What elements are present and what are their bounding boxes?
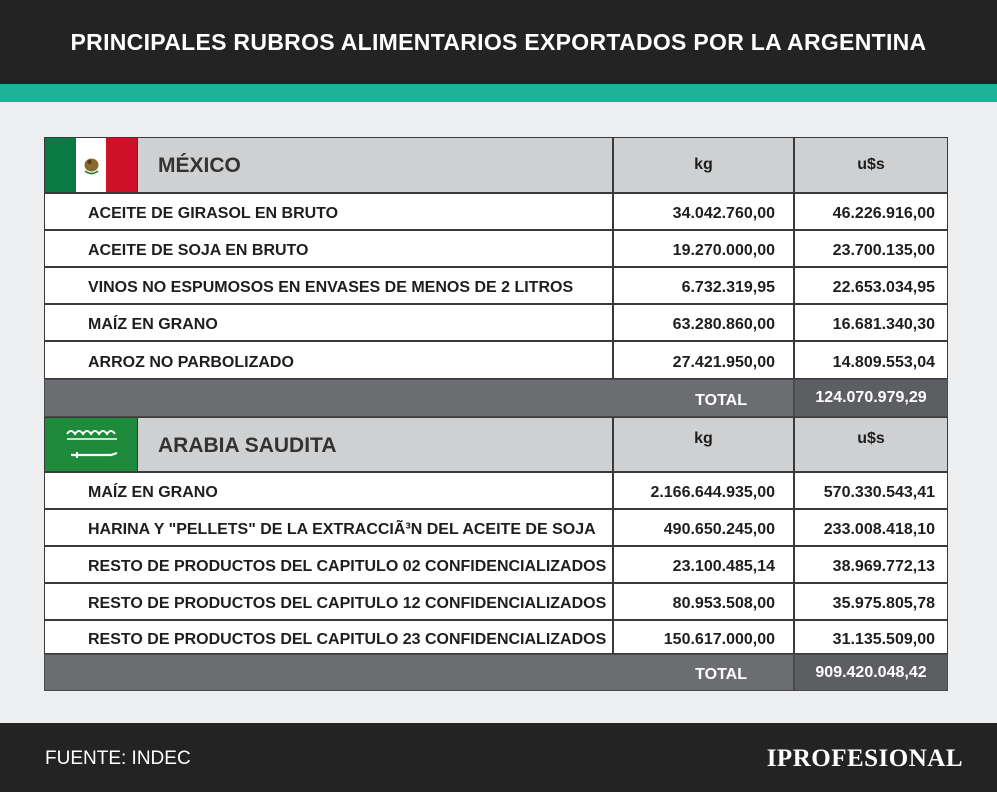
total-usd-saudi: 909.420.048,42 [794,654,948,691]
product-cell: ARROZ NO PARBOLIZADO [44,341,613,379]
mexico-section-header [44,137,948,193]
kg-cell: 6.732.319,95 [613,267,794,304]
product-cell: VINOS NO ESPUMOSOS EN ENVASES DE MENOS DE 2 LITROS [44,267,613,304]
kg-cell: 23.100.485,14 [613,546,794,583]
kg-cell: 2.166.644.935,00 [613,472,794,509]
product-cell: MAÍZ EN GRANO [44,304,613,341]
usd-cell: 570.330.543,41 [794,472,948,509]
table-row [44,304,948,341]
product-cell: ACEITE DE SOJA EN BRUTO [44,230,613,267]
country-name-mexico: MÉXICO [158,154,241,177]
usd-cell: 31.135.509,00 [794,620,948,654]
table-row [44,267,948,304]
total-label: TOTAL [613,654,794,691]
product-cell: RESTO DE PRODUCTOS DEL CAPITULO 12 CONFIDENCIALIZADOS [44,583,613,620]
table-row [44,472,948,509]
source-label: FUENTE: INDEC [45,748,191,769]
product-cell: ACEITE DE GIRASOL EN BRUTO [44,193,613,230]
table-row [44,341,948,379]
table-row [44,193,948,230]
total-label: TOTAL [613,379,794,417]
kg-cell: 150.617.000,00 [613,620,794,654]
col-header-kg: kg [613,417,794,472]
kg-cell: 490.650.245,00 [613,509,794,546]
usd-cell: 233.008.418,10 [794,509,948,546]
usd-cell: 16.681.340,30 [794,304,948,341]
product-cell: RESTO DE PRODUCTOS DEL CAPITULO 23 CONFIDENCIALIZADOS [44,620,613,654]
kg-cell: 27.421.950,00 [613,341,794,379]
mexico-flag-icon [45,138,138,192]
product-cell: RESTO DE PRODUCTOS DEL CAPITULO 02 CONFIDENCIALIZADOS [44,546,613,583]
accent-stripe [0,84,997,102]
kg-cell: 19.270.000,00 [613,230,794,267]
total-usd-mexico: 124.070.979,29 [794,379,948,417]
table-row [44,620,948,654]
usd-cell: 35.975.805,78 [794,583,948,620]
usd-cell: 14.809.553,04 [794,341,948,379]
col-header-usd: u$s [794,417,948,472]
table-row [44,230,948,267]
product-cell: MAÍZ EN GRANO [44,472,613,509]
col-header-kg: kg [613,137,794,193]
saudi-arabia-flag-icon [45,418,138,471]
usd-cell: 46.226.916,00 [794,193,948,230]
total-row-mexico [44,379,948,417]
table-row [44,583,948,620]
brand-logo: IPROFESIONAL [766,745,963,772]
country-name-saudi-arabia: ARABIA SAUDITA [158,433,337,457]
kg-cell: 80.953.508,00 [613,583,794,620]
footer-bar [0,723,997,792]
usd-cell: 22.653.034,95 [794,267,948,304]
table-row [44,509,948,546]
table-row [44,546,948,583]
product-cell: HARINA Y "PELLETS" DE LA EXTRACCIÃ³N DEL ACEITE DE SOJA [44,509,613,546]
saudi-section-header [44,417,948,472]
page-title: PRINCIPALES RUBROS ALIMENTARIOS EXPORTADOS POR LA ARGENTINA [70,28,927,55]
col-header-usd: u$s [794,137,948,193]
header-bar [0,0,997,84]
total-row-saudi [44,654,948,691]
usd-cell: 38.969.772,13 [794,546,948,583]
usd-cell: 23.700.135,00 [794,230,948,267]
kg-cell: 63.280.860,00 [613,304,794,341]
kg-cell: 34.042.760,00 [613,193,794,230]
